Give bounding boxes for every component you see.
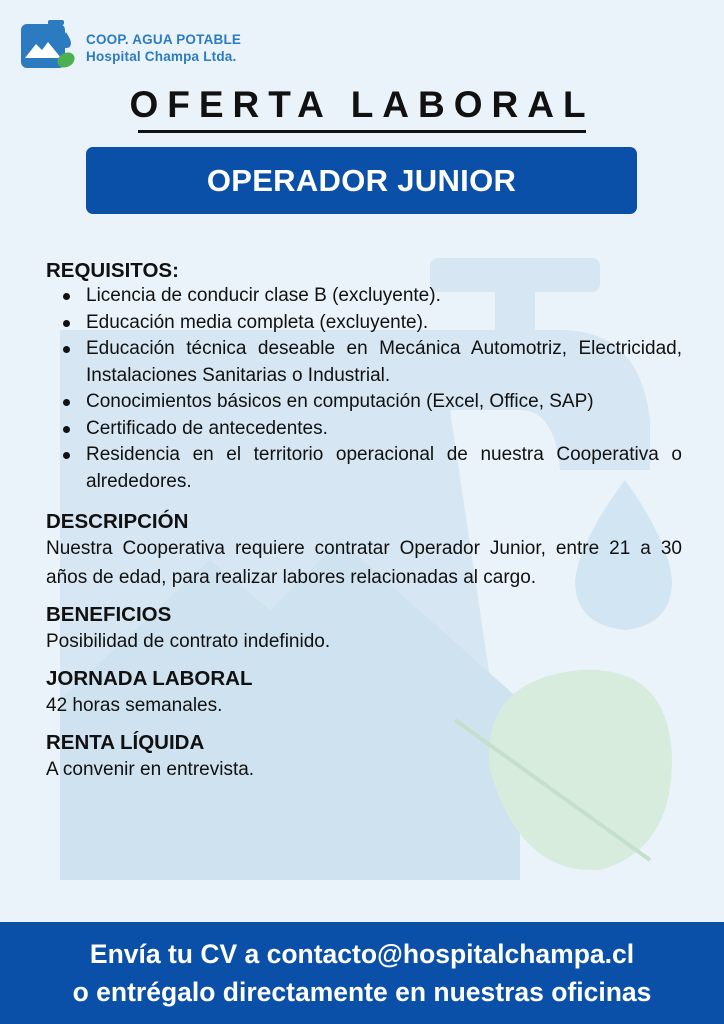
- list-item: Conocimientos básicos en computación (Excel, Office, SAP): [46, 389, 682, 416]
- work-hours-section: [46, 666, 682, 720]
- requirements-heading: REQUISITOS:: [46, 259, 179, 282]
- organization-name-line1: COOP. AGUA POTABLE: [86, 32, 242, 47]
- description-section: [46, 509, 682, 592]
- page-title: OFERTA LABORAL: [129, 84, 595, 125]
- description-heading: DESCRIPCIÓN: [46, 510, 189, 533]
- benefits-section: [46, 602, 682, 656]
- organization-name-line2: Hospital Champa Ltda.: [86, 49, 237, 64]
- list-item: Certificado de antecedentes.: [46, 416, 682, 443]
- title-underline: [138, 130, 586, 133]
- list-item: Educación media completa (excluyente).: [46, 310, 682, 337]
- benefits-heading: BENEFICIOS: [46, 603, 172, 626]
- footer-line1: Envía tu CV a contacto@hospitalchampa.cl: [89, 939, 635, 969]
- list-item: Licencia de conducir clase B (excluyente).: [46, 283, 682, 310]
- water-tap-logo-icon: [20, 18, 76, 72]
- salary-heading: RENTA LÍQUIDA: [46, 731, 205, 754]
- benefits-text: Posibilidad de contrato indefinido.: [46, 631, 331, 652]
- footer-line2: o entrégalo directamente en nuestras oficinas: [72, 977, 652, 1007]
- list-item: Educación técnica deseable en Mecánica Automotriz, Electricidad, Instalaciones Sanitarias o Industrial.: [46, 336, 682, 389]
- requirements-list: [46, 283, 682, 495]
- position-banner: OPERADOR JUNIOR: [86, 147, 637, 214]
- description-text: Nuestra Cooperativa requiere contratar Operador Junior, entre 21 a 30 años de edad, para realizar labores relacionadas al cargo.: [46, 538, 682, 588]
- offer-content: [46, 258, 682, 784]
- requirements-section: [46, 258, 682, 495]
- list-item: Residencia en el territorio operacional de nuestra Cooperativa o alrededores.: [46, 442, 682, 495]
- work-hours-heading: JORNADA LABORAL: [46, 667, 253, 690]
- contact-footer: [0, 922, 724, 1024]
- work-hours-text: 42 horas semanales.: [46, 695, 223, 716]
- salary-text: A convenir en entrevista.: [46, 759, 255, 780]
- organization-name: [86, 31, 241, 65]
- salary-section: [46, 730, 682, 784]
